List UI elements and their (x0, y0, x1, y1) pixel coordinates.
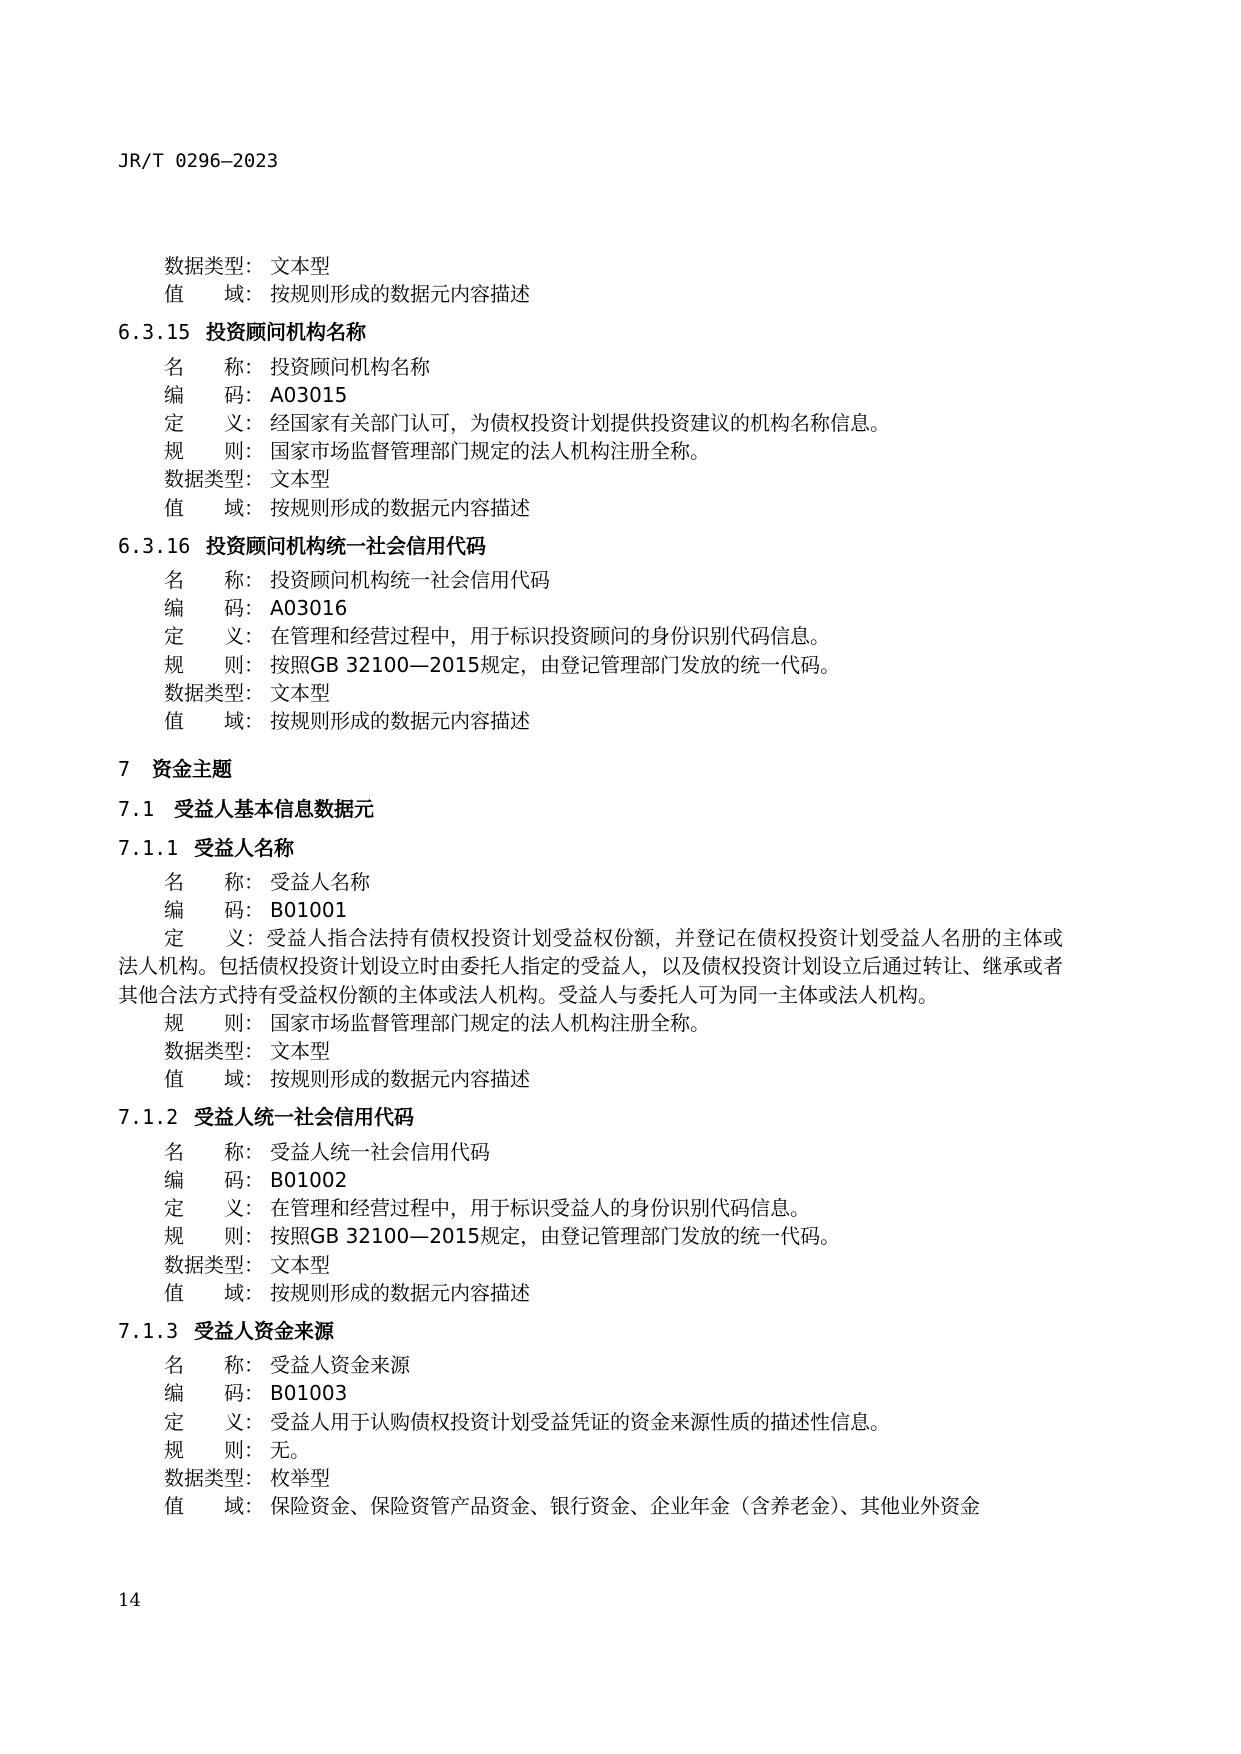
section-title: 投资顾问机构名称 (206, 320, 366, 345)
subsection-heading (118, 795, 1063, 823)
definition-row (118, 1408, 1063, 1436)
label: 数据类型： (164, 467, 264, 492)
value: A03016 (270, 596, 348, 621)
section-number: 6.3.15 (118, 320, 191, 345)
section-number: 7.1.2 (118, 1105, 179, 1130)
section-heading (118, 532, 1063, 560)
label: 编 码： (164, 898, 264, 923)
section-number: 7.1.1 (118, 835, 179, 860)
code-row (118, 594, 1063, 622)
value: 按照GB 32100—2015规定，由登记管理部门发放的统一代码。 (270, 1224, 841, 1249)
label: 值 域： (164, 1067, 264, 1092)
label: 值 域： (164, 282, 264, 307)
value: 文本型 (270, 1039, 330, 1064)
value: 投资顾问机构统一社会信用代码 (270, 568, 550, 593)
name-row (118, 566, 1063, 594)
value: 文本型 (270, 680, 330, 705)
label: 数据类型： (164, 1039, 264, 1064)
value: B01003 (270, 1381, 348, 1406)
datatype-row (118, 465, 1063, 493)
value: 在管理和经营过程中，用于标识受益人的身份识别代码信息。 (270, 1196, 810, 1221)
label: 定 义： (164, 624, 264, 649)
section-number: 7.1.3 (118, 1318, 179, 1343)
section-heading (118, 318, 1063, 346)
chapter-title: 资金主题 (152, 757, 232, 782)
chapter-number: 7 (118, 757, 131, 782)
label: 名 称： (164, 354, 264, 379)
value: 国家市场监督管理部门规定的法人机构注册全称。 (270, 439, 710, 464)
definition-paragraph (118, 924, 1063, 1009)
section-number: 6.3.16 (118, 533, 191, 558)
value: 受益人统一社会信用代码 (270, 1139, 490, 1164)
label: 定 义： (164, 926, 267, 951)
label: 定 义： (164, 1196, 264, 1221)
value: 受益人资金来源 (270, 1353, 410, 1378)
value: 经国家有关部门认可，为债权投资计划提供投资建议的机构名称信息。 (270, 411, 890, 436)
value: 文本型 (270, 467, 330, 492)
value: B01002 (270, 1167, 348, 1192)
value: 按规则形成的数据元内容描述 (270, 709, 530, 734)
label: 规 则： (164, 652, 264, 677)
label: 数据类型： (164, 680, 264, 705)
domain-row (118, 1065, 1063, 1093)
datatype-row (118, 1037, 1063, 1065)
rule-row (118, 1009, 1063, 1037)
rule-row (118, 651, 1063, 679)
section-title: 受益人资金来源 (194, 1318, 334, 1343)
value: 受益人用于认购债权投资计划受益凭证的资金来源性质的描述性信息。 (270, 1409, 890, 1434)
subsection-title: 受益人基本信息数据元 (174, 797, 374, 822)
code-row (118, 1379, 1063, 1407)
value: 文本型 (270, 254, 330, 278)
value: B01001 (270, 898, 348, 923)
label: 名 称： (164, 1353, 264, 1378)
label: 值 域： (164, 1280, 264, 1305)
code-row (118, 381, 1063, 409)
value: 按规则形成的数据元内容描述 (270, 495, 530, 520)
label: 数据类型： (164, 254, 264, 278)
value: 受益人指合法持有债权投资计划受益权份额，并登记在债权投资计划受益人名册的主体或法人机构。包括债权投资计划设立时由委托人指定的受益人，以及债权投资计划设立后通过转让、继承或者其他合法方式持有受益权份额的主体或法人机构。受益人与委托人可为同一主体或法人机构。 (118, 926, 1064, 1007)
definition-row (118, 622, 1063, 650)
label: 值 域： (164, 495, 264, 520)
label: 规 则： (164, 439, 264, 464)
label: 编 码： (164, 1167, 264, 1192)
page-number: 14 (118, 1590, 141, 1611)
value: 枚举型 (270, 1465, 330, 1490)
name-row (118, 1138, 1063, 1166)
label: 值 域： (164, 709, 264, 734)
value: 在管理和经营过程中，用于标识投资顾问的身份识别代码信息。 (270, 624, 830, 649)
label: 名 称： (164, 869, 264, 894)
rule-row (118, 1222, 1063, 1250)
value: 按规则形成的数据元内容描述 (270, 1067, 530, 1092)
name-row (118, 868, 1063, 896)
datatype-row (118, 1464, 1063, 1492)
label: 名 称： (164, 568, 264, 593)
code-row (118, 896, 1063, 924)
name-row (118, 353, 1063, 381)
value: 按照GB 32100—2015规定，由登记管理部门发放的统一代码。 (270, 652, 841, 677)
value: 按规则形成的数据元内容描述 (270, 1280, 530, 1305)
page-content (118, 252, 1063, 1520)
section-title: 受益人名称 (194, 835, 294, 860)
definition-row (118, 1194, 1063, 1222)
domain-row (118, 1279, 1063, 1307)
value: 保险资金、保险资管产品资金、银行资金、企业年金（含养老金）、其他业外资金 (270, 1494, 980, 1519)
rule-row (118, 437, 1063, 465)
code-row (118, 1166, 1063, 1194)
rule-row (118, 1436, 1063, 1464)
value: A03015 (270, 382, 348, 407)
value: 国家市场监督管理部门规定的法人机构注册全称。 (270, 1010, 710, 1035)
value: 按规则形成的数据元内容描述 (270, 282, 530, 307)
label: 定 义： (164, 1409, 264, 1434)
label: 数据类型： (164, 1252, 264, 1277)
chapter-heading (118, 755, 1063, 783)
section-title: 受益人统一社会信用代码 (194, 1105, 414, 1130)
section-title: 投资顾问机构统一社会信用代码 (206, 533, 486, 558)
label: 编 码： (164, 382, 264, 407)
label: 数据类型： (164, 1465, 264, 1490)
value: 投资顾问机构名称 (270, 354, 430, 379)
section-heading (118, 1317, 1063, 1345)
label: 编 码： (164, 596, 264, 621)
domain-row (118, 1492, 1063, 1520)
label: 规 则： (164, 1437, 264, 1462)
label: 规 则： (164, 1224, 264, 1249)
value: 文本型 (270, 1252, 330, 1277)
domain-row (118, 494, 1063, 522)
name-row (118, 1351, 1063, 1379)
value: 受益人名称 (270, 869, 370, 894)
label: 值 域： (164, 1494, 264, 1519)
subsection-number: 7.1 (118, 797, 155, 822)
label: 定 义： (164, 411, 264, 436)
domain-row (118, 280, 1063, 308)
section-heading (118, 1103, 1063, 1131)
datatype-row (118, 1251, 1063, 1279)
value: 无。 (270, 1437, 310, 1462)
label: 规 则： (164, 1010, 264, 1035)
label: 编 码： (164, 1381, 264, 1406)
datatype-row (118, 252, 1063, 280)
standard-code-header: JR/T 0296—2023 (118, 150, 279, 172)
label: 名 称： (164, 1139, 264, 1164)
definition-row (118, 409, 1063, 437)
domain-row (118, 707, 1063, 735)
datatype-row (118, 679, 1063, 707)
section-heading (118, 834, 1063, 862)
